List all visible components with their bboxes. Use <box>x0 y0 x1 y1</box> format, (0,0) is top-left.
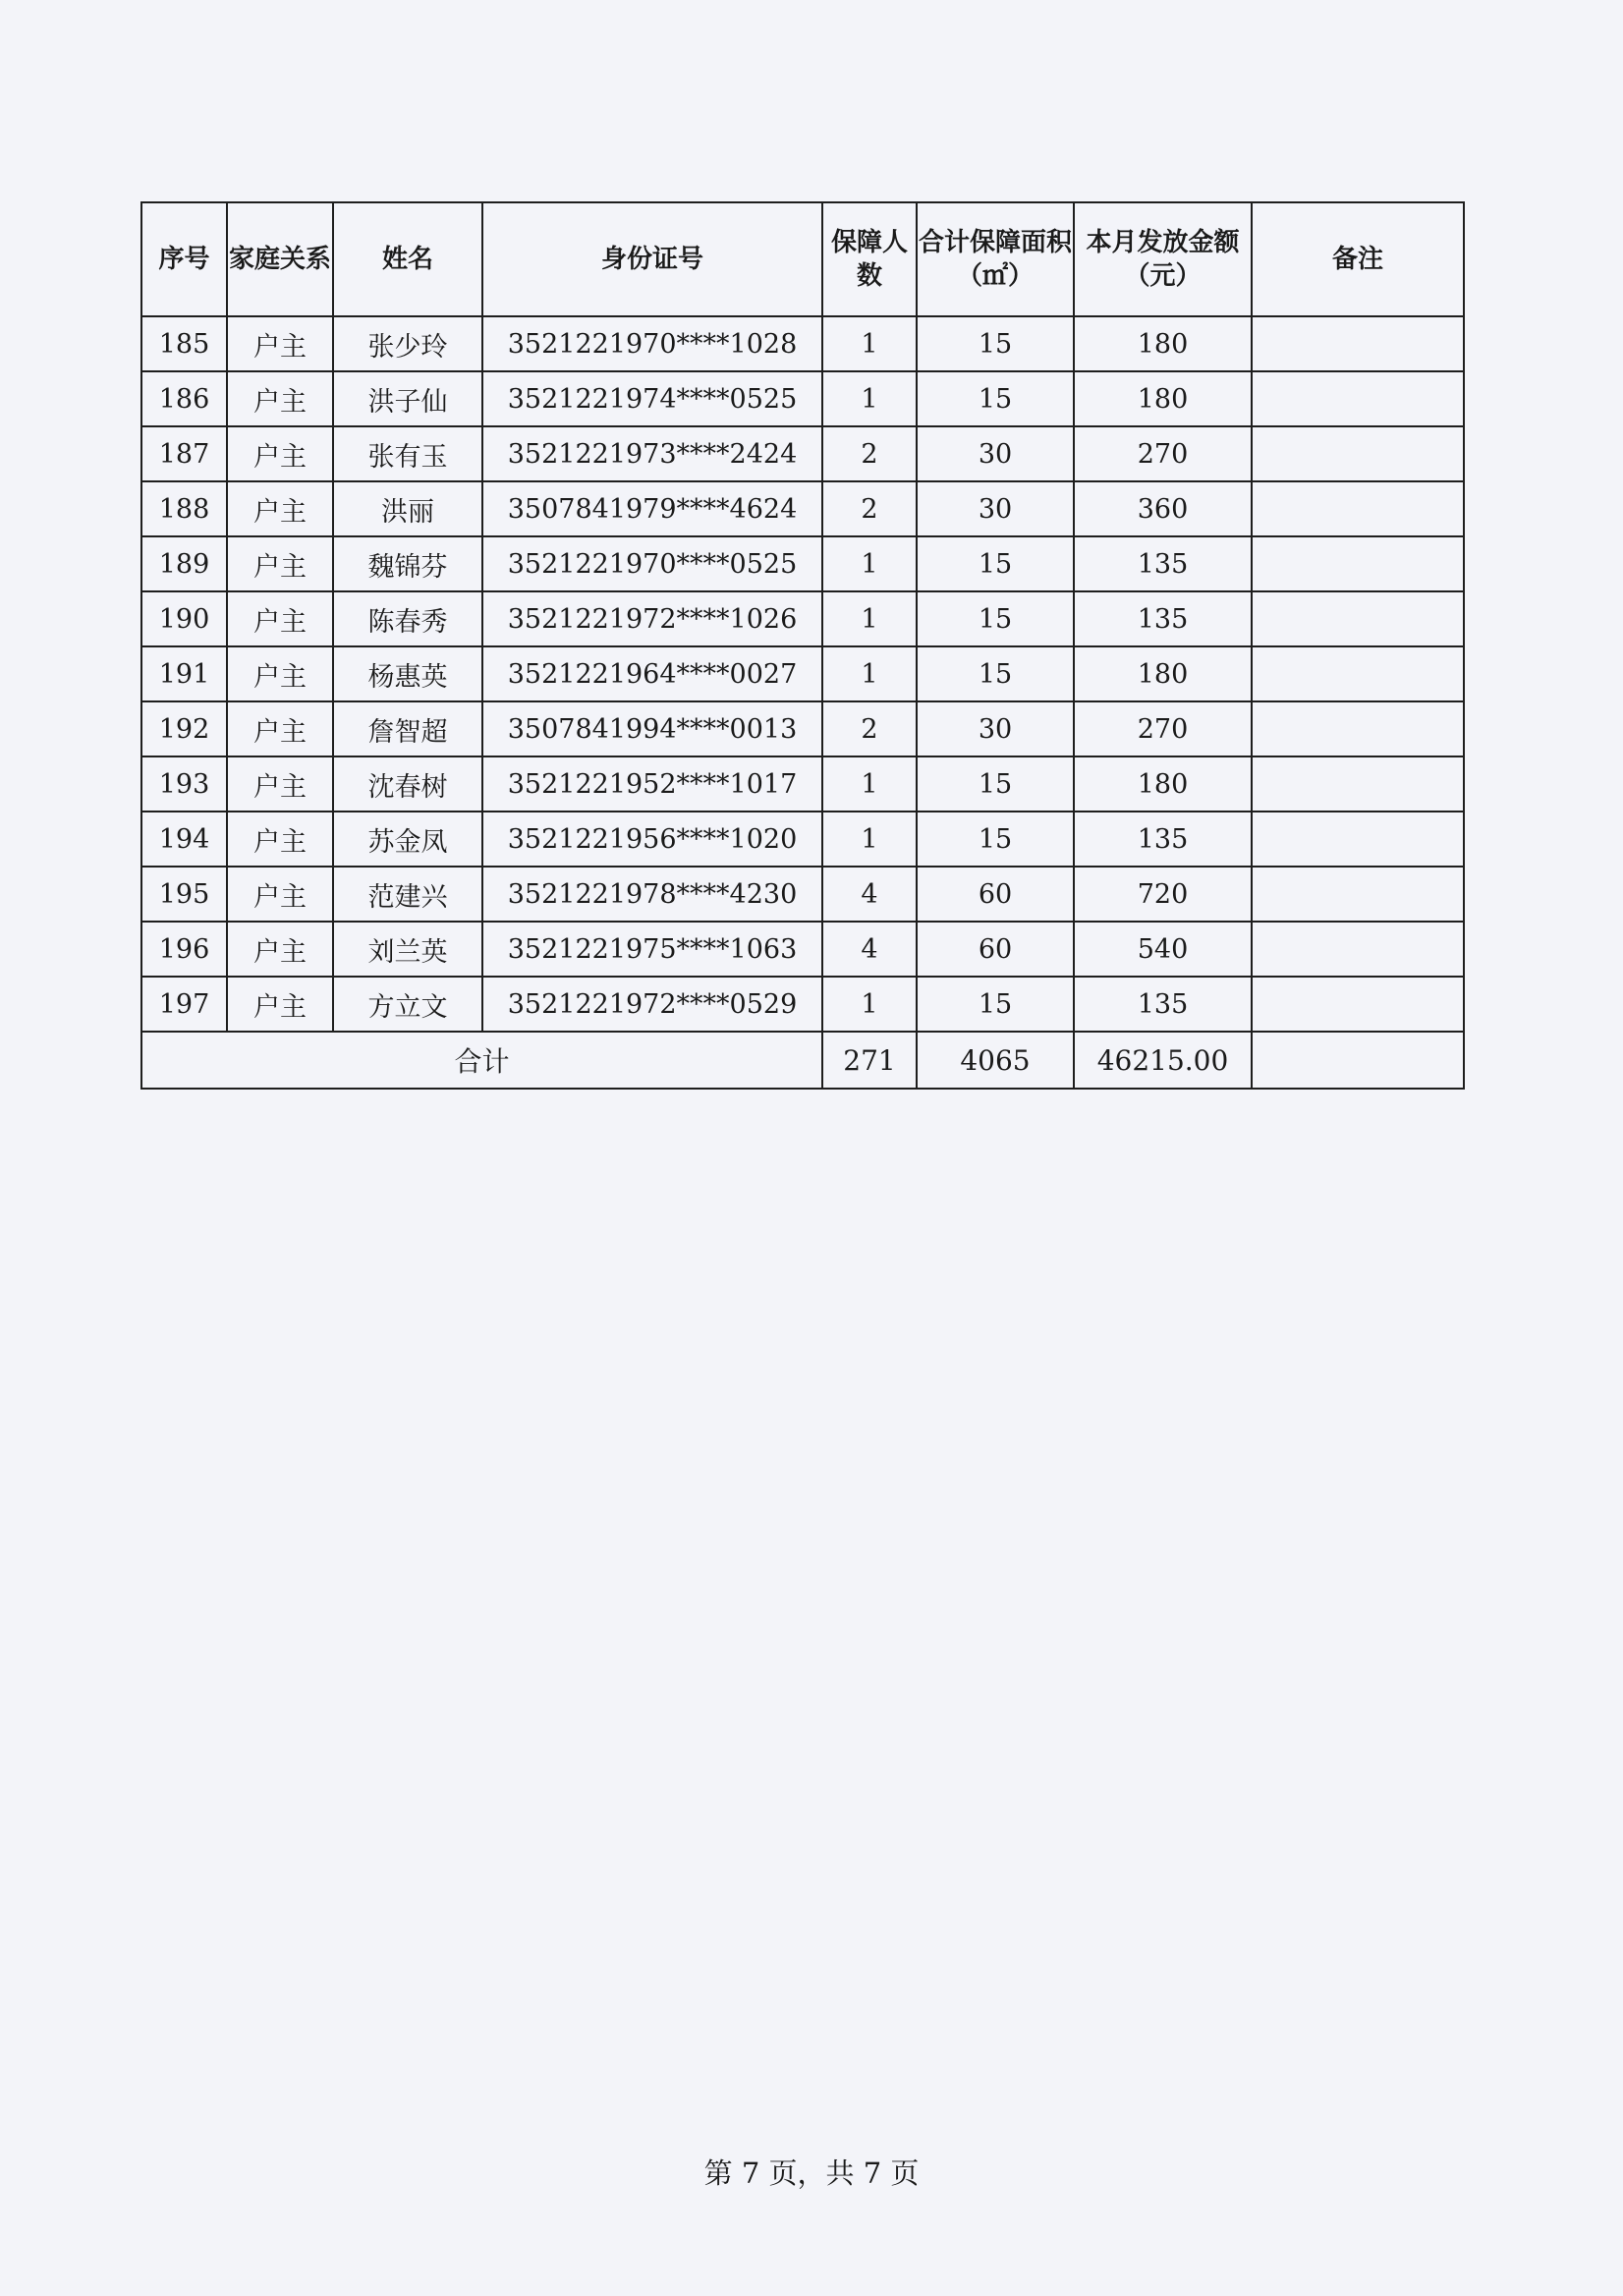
cell-area: 15 <box>917 977 1074 1032</box>
cell-id-number: 3521221970****0525 <box>482 536 822 591</box>
table-body <box>141 316 1464 1032</box>
cell-index: 185 <box>141 316 227 371</box>
table-row <box>141 812 1464 867</box>
cell-name: 陈春秀 <box>333 591 482 646</box>
cell-persons: 2 <box>822 426 917 481</box>
table-row <box>141 922 1464 977</box>
cell-remark <box>1252 316 1464 371</box>
header-cell-name: 姓名 <box>333 202 482 316</box>
total-remark <box>1252 1032 1464 1089</box>
total-label: 合计 <box>141 1032 822 1089</box>
cell-remark <box>1252 977 1464 1032</box>
header-cell-persons: 保障人数 <box>822 202 917 316</box>
table-row <box>141 426 1464 481</box>
cell-persons: 1 <box>822 316 917 371</box>
cell-index: 195 <box>141 867 227 922</box>
cell-remark <box>1252 646 1464 701</box>
cell-remark <box>1252 922 1464 977</box>
cell-relation: 户主 <box>227 701 333 756</box>
table-row <box>141 536 1464 591</box>
page-footer: 第 7 页，共 7 页 <box>703 2156 920 2190</box>
cell-remark <box>1252 371 1464 426</box>
total-area: 4065 <box>917 1032 1074 1089</box>
cell-amount: 135 <box>1074 591 1252 646</box>
cell-area: 15 <box>917 591 1074 646</box>
cell-relation: 户主 <box>227 426 333 481</box>
cell-id-number: 3521221978****4230 <box>482 867 822 922</box>
cell-area: 15 <box>917 646 1074 701</box>
cell-relation: 户主 <box>227 977 333 1032</box>
cell-remark <box>1252 756 1464 812</box>
cell-remark <box>1252 426 1464 481</box>
cell-id-number: 3521221970****1028 <box>482 316 822 371</box>
cell-name: 张有玉 <box>333 426 482 481</box>
total-row <box>141 1032 1464 1089</box>
header-cell-amount: 本月发放金额（元） <box>1074 202 1252 316</box>
header-cell-remark: 备注 <box>1252 202 1464 316</box>
cell-name: 詹智超 <box>333 701 482 756</box>
cell-index: 196 <box>141 922 227 977</box>
cell-remark <box>1252 701 1464 756</box>
cell-name: 范建兴 <box>333 867 482 922</box>
cell-id-number: 3521221975****1063 <box>482 922 822 977</box>
cell-relation: 户主 <box>227 481 333 536</box>
cell-index: 186 <box>141 371 227 426</box>
cell-persons: 2 <box>822 701 917 756</box>
header-cell-relation: 家庭关系 <box>227 202 333 316</box>
cell-id-number: 3521221972****1026 <box>482 591 822 646</box>
table-row <box>141 701 1464 756</box>
cell-index: 190 <box>141 591 227 646</box>
cell-amount: 360 <box>1074 481 1252 536</box>
cell-relation: 户主 <box>227 591 333 646</box>
cell-amount: 180 <box>1074 371 1252 426</box>
table-row <box>141 977 1464 1032</box>
cell-id-number: 3521221973****2424 <box>482 426 822 481</box>
table-row <box>141 756 1464 812</box>
cell-area: 30 <box>917 701 1074 756</box>
cell-id-number: 3521221952****1017 <box>482 756 822 812</box>
cell-index: 194 <box>141 812 227 867</box>
cell-name: 刘兰英 <box>333 922 482 977</box>
cell-amount: 270 <box>1074 426 1252 481</box>
cell-persons: 1 <box>822 646 917 701</box>
cell-persons: 1 <box>822 591 917 646</box>
cell-index: 189 <box>141 536 227 591</box>
cell-index: 192 <box>141 701 227 756</box>
cell-amount: 720 <box>1074 867 1252 922</box>
cell-id-number: 3521221964****0027 <box>482 646 822 701</box>
cell-name: 苏金凤 <box>333 812 482 867</box>
table-row <box>141 316 1464 371</box>
cell-amount: 135 <box>1074 812 1252 867</box>
cell-index: 197 <box>141 977 227 1032</box>
cell-index: 187 <box>141 426 227 481</box>
cell-relation: 户主 <box>227 646 333 701</box>
table-row <box>141 591 1464 646</box>
cell-name: 张少玲 <box>333 316 482 371</box>
cell-persons: 1 <box>822 536 917 591</box>
cell-amount: 180 <box>1074 756 1252 812</box>
cell-area: 30 <box>917 426 1074 481</box>
header-cell-index: 序号 <box>141 202 227 316</box>
table-row <box>141 481 1464 536</box>
cell-name: 沈春树 <box>333 756 482 812</box>
cell-area: 15 <box>917 316 1074 371</box>
cell-id-number: 3521221956****1020 <box>482 812 822 867</box>
cell-amount: 180 <box>1074 646 1252 701</box>
cell-relation: 户主 <box>227 756 333 812</box>
cell-remark <box>1252 481 1464 536</box>
cell-remark <box>1252 867 1464 922</box>
table-row <box>141 371 1464 426</box>
cell-area: 60 <box>917 867 1074 922</box>
cell-amount: 270 <box>1074 701 1252 756</box>
cell-index: 188 <box>141 481 227 536</box>
cell-persons: 1 <box>822 977 917 1032</box>
cell-name: 方立文 <box>333 977 482 1032</box>
cell-area: 60 <box>917 922 1074 977</box>
cell-index: 193 <box>141 756 227 812</box>
cell-remark <box>1252 591 1464 646</box>
table-header-row <box>141 202 1464 316</box>
cell-relation: 户主 <box>227 371 333 426</box>
cell-persons: 1 <box>822 756 917 812</box>
header-cell-area: 合计保障面积（㎡） <box>917 202 1074 316</box>
cell-area: 15 <box>917 536 1074 591</box>
cell-name: 洪丽 <box>333 481 482 536</box>
table-row <box>141 867 1464 922</box>
cell-amount: 135 <box>1074 536 1252 591</box>
cell-name: 洪子仙 <box>333 371 482 426</box>
cell-persons: 1 <box>822 812 917 867</box>
cell-area: 15 <box>917 371 1074 426</box>
cell-persons: 1 <box>822 371 917 426</box>
cell-relation: 户主 <box>227 316 333 371</box>
subsidy-table <box>140 201 1465 1090</box>
cell-area: 15 <box>917 756 1074 812</box>
total-persons: 271 <box>822 1032 917 1089</box>
cell-relation: 户主 <box>227 812 333 867</box>
header-cell-id-number: 身份证号 <box>482 202 822 316</box>
cell-id-number: 3507841979****4624 <box>482 481 822 536</box>
cell-remark <box>1252 812 1464 867</box>
cell-persons: 2 <box>822 481 917 536</box>
cell-amount: 180 <box>1074 316 1252 371</box>
cell-persons: 4 <box>822 867 917 922</box>
cell-id-number: 3507841994****0013 <box>482 701 822 756</box>
cell-index: 191 <box>141 646 227 701</box>
cell-area: 15 <box>917 812 1074 867</box>
cell-id-number: 3521221972****0529 <box>482 977 822 1032</box>
cell-name: 魏锦芬 <box>333 536 482 591</box>
cell-relation: 户主 <box>227 922 333 977</box>
cell-area: 30 <box>917 481 1074 536</box>
cell-relation: 户主 <box>227 536 333 591</box>
cell-amount: 135 <box>1074 977 1252 1032</box>
cell-remark <box>1252 536 1464 591</box>
cell-amount: 540 <box>1074 922 1252 977</box>
table-row <box>141 646 1464 701</box>
cell-persons: 4 <box>822 922 917 977</box>
cell-relation: 户主 <box>227 867 333 922</box>
cell-name: 杨惠英 <box>333 646 482 701</box>
cell-id-number: 3521221974****0525 <box>482 371 822 426</box>
total-amount: 46215.00 <box>1074 1032 1252 1089</box>
